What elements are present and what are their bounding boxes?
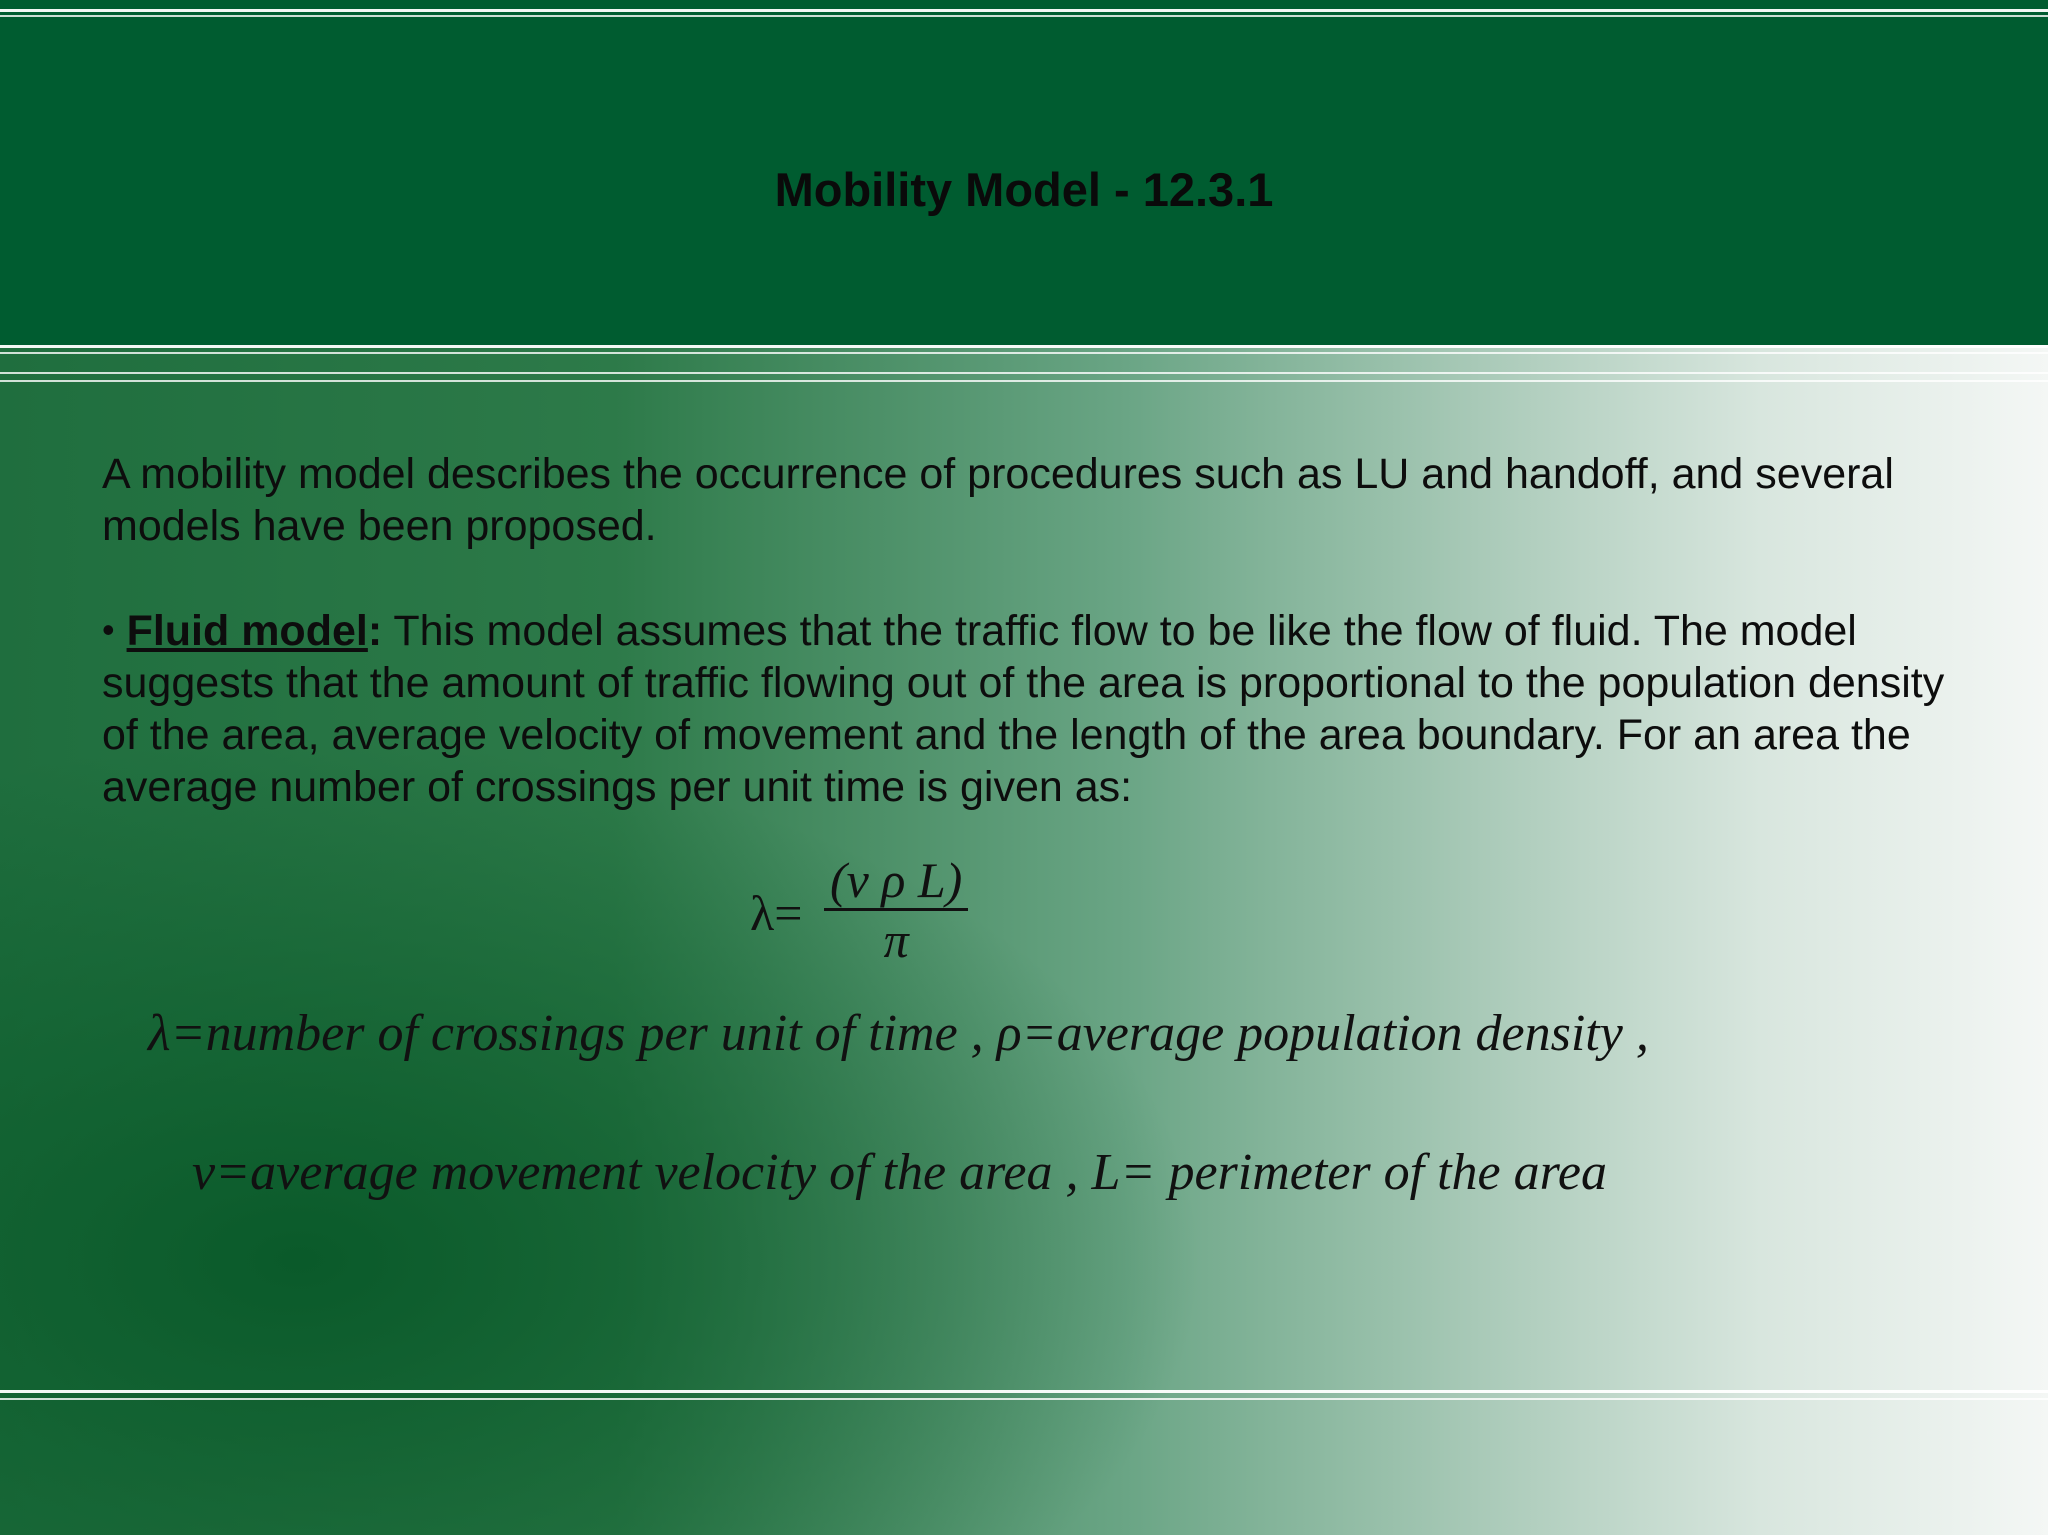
definition-line-1: λ=number of crossings per unit of time , ρ=average population density , — [148, 1005, 1649, 1062]
slide-title: Mobility Model - 12.3.1 — [774, 163, 1274, 216]
banner-rule-2 — [0, 352, 2048, 354]
formula-fraction — [824, 852, 968, 969]
formula-lhs: λ= — [750, 885, 803, 941]
fluid-model-bullet — [102, 604, 1982, 813]
footer-rule-2 — [0, 1398, 2048, 1400]
page-number: 7 — [1925, 1425, 1940, 1458]
top-rule — [0, 9, 2048, 12]
banner-rule-1 — [0, 345, 2048, 348]
bullet-marker: • — [102, 609, 115, 650]
bullet-colon: : — [367, 607, 383, 655]
formula-numerator: (ν ρ L) — [830, 852, 963, 908]
definition-line-2: ν=average movement velocity of the area , L= perimeter of the area — [192, 1144, 1607, 1201]
banner-rule-4 — [0, 380, 2048, 382]
formula-denominator: π — [883, 912, 909, 968]
bullet-heading: Fluid model — [126, 607, 368, 655]
banner-rule-3 — [0, 372, 2048, 374]
bullet-text: This model assumes that the traffic flow to be like the flow of fluid. The model suggests that the amount of traffic flowing out of the area is proportional to the population density of the area, average velocity of movement and the length of the area boundary. For an area the average number of crossings per unit time is given as: — [102, 607, 1945, 811]
top-rule-2 — [0, 15, 2048, 17]
footer-rule-1 — [0, 1390, 2048, 1393]
intro-paragraph: A mobility model describes the occurrence of procedures such as LU and handoff, and several models have been proposed. — [102, 450, 1894, 550]
